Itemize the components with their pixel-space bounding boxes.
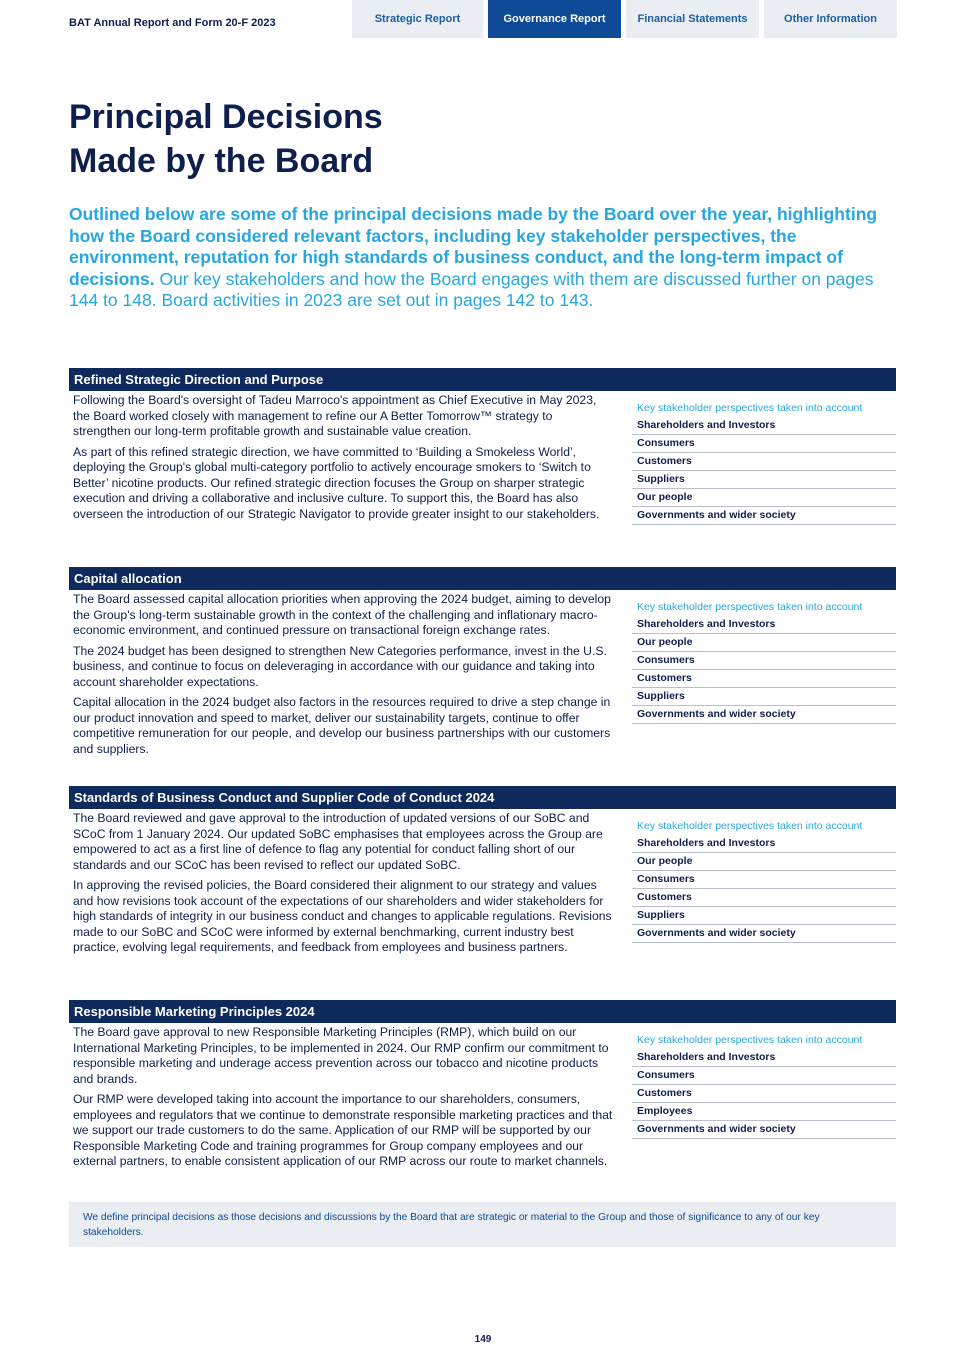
section-heading: Refined Strategic Direction and Purpose [69,368,896,391]
stakeholder-item: Customers [632,889,896,907]
stakeholder-item: Governments and wider society [632,706,896,724]
decision-section-strategic-direction [69,368,896,521]
stakeholder-item: Consumers [632,435,896,453]
stakeholder-list [632,598,896,724]
intro-regular-text: Our key stakeholders and how the Board engages with them are discussed further on pages 144 to 148. Board activities in 2023 are set out in pages 142 to 143. [69,268,874,310]
section-paragraph: The Board assessed capital allocation priorities when approving the 2024 budget, aiming to develop the Group's long-term sustainable growth in the context of the challenging and inflationary macro-economic environment, and continued pressure on transactional foreign exchange rates. [73,592,611,637]
stakeholder-item: Shareholders and Investors [632,417,896,435]
decision-section-responsible-marketing [69,1000,896,1168]
stakeholder-item: Our people [632,634,896,652]
stakeholder-heading: Key stakeholder perspectives taken into account [637,1034,863,1046]
page-title-line1: Principal Decisions [69,98,383,136]
section-paragraph: The 2024 budget has been designed to strengthen New Categories performance, invest in the U.S. business, and continue to focus on deleveraging in accordance with our guidance and taking into account shareholder expectations. [73,643,607,689]
top-navigation-bar [0,0,966,38]
stakeholder-item: Consumers [632,1067,896,1085]
stakeholder-item: Suppliers [632,471,896,489]
stakeholder-list [632,399,896,525]
stakeholder-heading: Key stakeholder perspectives taken into account [637,402,863,414]
stakeholder-item: Governments and wider society [632,507,896,525]
stakeholder-heading: Key stakeholder perspectives taken into account [637,820,863,832]
tab-governance-report[interactable]: Governance Report [488,0,621,38]
tab-other-information[interactable]: Other Information [764,0,897,38]
intro-paragraph [69,204,889,312]
decision-section-capital-allocation [69,567,896,756]
decision-section-business-conduct [69,786,896,954]
stakeholder-item: Our people [632,489,896,507]
stakeholder-heading: Key stakeholder perspectives taken into account [637,601,863,613]
section-paragraph: In approving the revised policies, the Board considered their alignment to our strategy and values and how revisions took account of the expectations of our shareholders and wider stakeholders for high standards of integrity in our business conduct and changes to applicable regulations. Revisions made to our SoBC and SCoC were informed by external benchmarking, current industry best practice, evolving legal requirements, and feedback from employees and business partners. [73,878,612,954]
stakeholder-item: Customers [632,453,896,471]
section-text [73,592,613,762]
stakeholder-item: Suppliers [632,688,896,706]
definition-note: We define principal decisions as those decisions and discussions by the Board that are strategic or material to the Group and those of significance to any of our key stakeholders. [69,1202,896,1247]
report-name: BAT Annual Report and Form 20-F 2023 [69,17,276,29]
stakeholder-item: Shareholders and Investors [632,616,896,634]
page-title [69,95,669,183]
section-text [73,811,618,961]
stakeholder-item: Consumers [632,652,896,670]
section-text [73,1025,613,1175]
stakeholder-item: Consumers [632,871,896,889]
stakeholder-item: Shareholders and Investors [632,1049,896,1067]
stakeholder-item: Governments and wider society [632,1121,896,1139]
section-paragraph: Capital allocation in the 2024 budget also factors in the resources required to drive a step change in our product innovation and speed to market, deliver our sustainability targets, continue to offer competitive remuneration for our people, and develop our business partnerships with our customers and suppliers. [73,695,611,756]
section-paragraph: Following the Board's oversight of Tadeu Marroco's appointment as Chief Executive in May 2023, the Board worked closely with management to refine our A Better Tomorrow™ strategy to strengthen our long-term profitable growth and sustainable value creation. [73,393,597,438]
stakeholder-item: Governments and wider society [632,925,896,943]
stakeholder-item: Our people [632,853,896,871]
page-number: 149 [474,1334,492,1345]
section-heading: Capital allocation [69,567,896,590]
section-paragraph: Our RMP were developed taking into account the importance to our shareholders, consumers, employees and regulators that we continue to demonstrate responsible marketing practices and that we support our trade customers to do the same. Application of our RMP will be supported by our Responsible Marketing Code and training programmes for Group company employees and our external partners, to enable consistent application of our RMP across our route to market channels. [73,1092,613,1168]
section-heading: Standards of Business Conduct and Supplier Code of Conduct 2024 [69,786,896,809]
stakeholder-item: Customers [632,670,896,688]
stakeholder-list [632,817,896,943]
stakeholder-item: Shareholders and Investors [632,835,896,853]
stakeholder-item: Employees [632,1103,896,1121]
stakeholder-list [632,1031,896,1139]
page-title-line2: Made by the Board [69,142,374,180]
tab-financial-statements[interactable]: Financial Statements [626,0,759,38]
tab-strategic-report[interactable]: Strategic Report [352,0,483,38]
section-heading: Responsible Marketing Principles 2024 [69,1000,896,1023]
stakeholder-item: Customers [632,1085,896,1103]
section-paragraph: As part of this refined strategic direction, we have committed to ‘Building a Smokeless World’, deploying the Group's global multi-category portfolio to actively encourage smokers to ‘Switch to Better’ nicotine products. Our refined strategic direction focuses the Group on sharper strategic execution and driving a collaborative and inclusive culture. To support this, the Board has also overseen the introduction of our Strategic Navigator to provide greater insight to our stakeholders. [73,444,600,521]
section-paragraph: The Board gave approval to new Responsible Marketing Principles (RMP), which build on our International Marketing Principles, to be implemented in 2024. Our RMP confirm our commitment to responsible marketing and underage access prevention across our tobacco and nicotine products and brands. [73,1025,609,1086]
stakeholder-item: Suppliers [632,907,896,925]
intro-bold-text: Outlined below are some of the principal decisions made by the Board over the year, highlighting how the Board considered relevant factors, including key stakeholder perspectives, the environment, reputation for high standards of business conduct, and the long-term impact of decisions. [69,204,878,289]
section-paragraph: The Board reviewed and gave approval to the introduction of updated versions of our SoBC and SCoC from 1 January 2024. Our updated SoBC emphasises that employees across the Group are empowered to act as a first line of defence to flag any potential for conduct falling short of our standards and our SCoC has been revised to reflect our updated SoBC. [73,811,603,872]
section-text [73,393,613,527]
